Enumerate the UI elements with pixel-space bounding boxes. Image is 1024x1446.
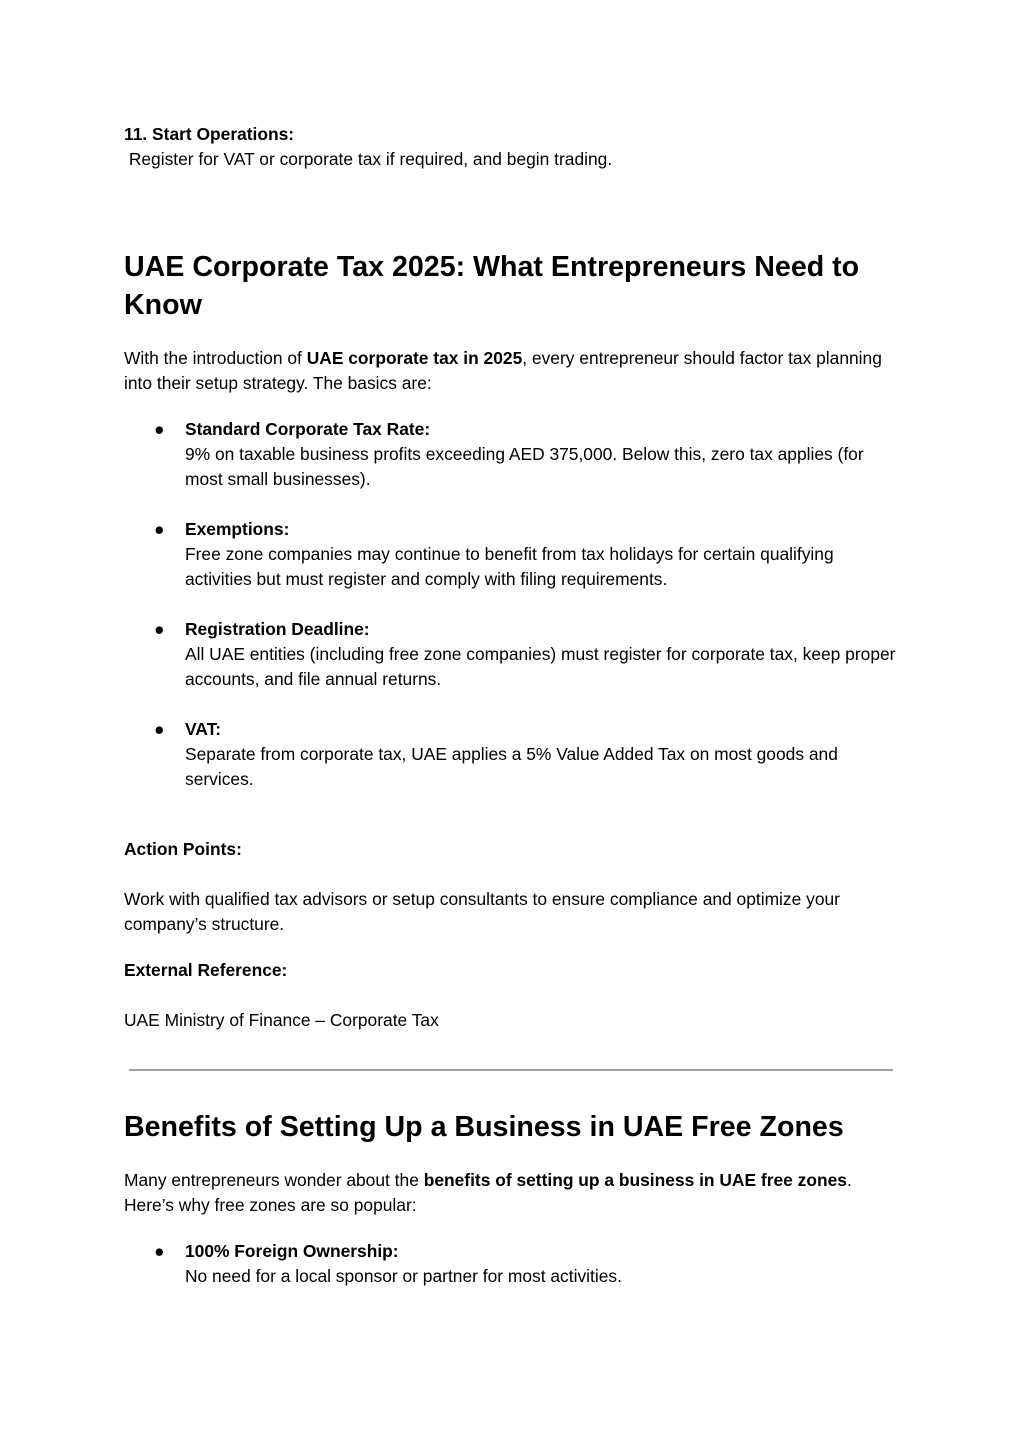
bullet-icon: ● [154, 1241, 165, 1261]
bullet-title: VAT: [185, 719, 222, 739]
bullet-title: 100% Foreign Ownership: [185, 1241, 399, 1261]
intro-text-start: With the introduction of [124, 348, 307, 368]
section-divider [129, 1069, 893, 1071]
intro-text-bold: benefits of setting up a business in UAE free zones [423, 1170, 847, 1190]
action-points-heading-wrap [124, 837, 242, 862]
corporate-tax-bullet-list [124, 417, 897, 817]
external-reference-heading: External Reference: [124, 960, 288, 980]
intro-text-start: Many entrepreneurs wonder about the [124, 1170, 424, 1190]
external-reference-heading-wrap [124, 958, 287, 983]
list-item [124, 517, 897, 592]
bullet-title: Exemptions: [185, 519, 290, 539]
bullet-icon: ● [154, 619, 165, 639]
bullet-text: Free zone companies may continue to benefit from tax holidays for certain qualifying activities but must register and comply with filing requirements. [185, 544, 834, 589]
bullet-text: All UAE entities (including free zone companies) must register for corporate tax, keep proper accounts, and file annual returns. [185, 644, 896, 689]
free-zones-intro [124, 1168, 894, 1218]
bullet-text: No need for a local sponsor or partner for most activities. [185, 1266, 622, 1286]
list-item [124, 1239, 897, 1289]
list-item [124, 417, 897, 492]
bullet-text: 9% on taxable business profits exceeding AED 375,000. Below this, zero tax applies (for most small businesses). [185, 444, 864, 489]
step-11 [124, 122, 612, 172]
step-11-text: Register for VAT or corporate tax if required, and begin trading. [124, 149, 613, 169]
intro-text-end: . Here’s why free zones are so popular: [124, 1170, 852, 1215]
bullet-icon: ● [154, 519, 165, 539]
list-item [124, 617, 897, 692]
free-zones-bullet-list [124, 1239, 897, 1314]
bullet-icon: ● [154, 419, 165, 439]
intro-text-bold: UAE corporate tax in 2025 [306, 348, 523, 368]
external-reference-text: UAE Ministry of Finance – Corporate Tax [124, 1010, 439, 1030]
step-11-title: 11. Start Operations: [124, 124, 295, 144]
bullet-title: Registration Deadline: [185, 619, 370, 639]
bullet-text: Separate from corporate tax, UAE applies a 5% Value Added Tax on most goods and services. [185, 744, 838, 789]
list-item [124, 717, 897, 792]
corporate-tax-intro [124, 346, 894, 396]
action-points-text: Work with qualified tax advisors or setup consultants to ensure compliance and optimize your company’s structure. [124, 889, 840, 934]
section-heading-corporate-tax: UAE Corporate Tax 2025: What Entrepreneurs Need to Know [124, 251, 860, 321]
bullet-icon: ● [154, 719, 165, 739]
bullet-title: Standard Corporate Tax Rate: [185, 419, 431, 439]
intro-text-end: , every entrepreneur should factor tax planning into their setup strategy. The basics are: [124, 348, 882, 393]
section-heading-free-zones: Benefits of Setting Up a Business in UAE Free Zones [124, 1111, 844, 1143]
action-points-heading: Action Points: [124, 839, 242, 859]
